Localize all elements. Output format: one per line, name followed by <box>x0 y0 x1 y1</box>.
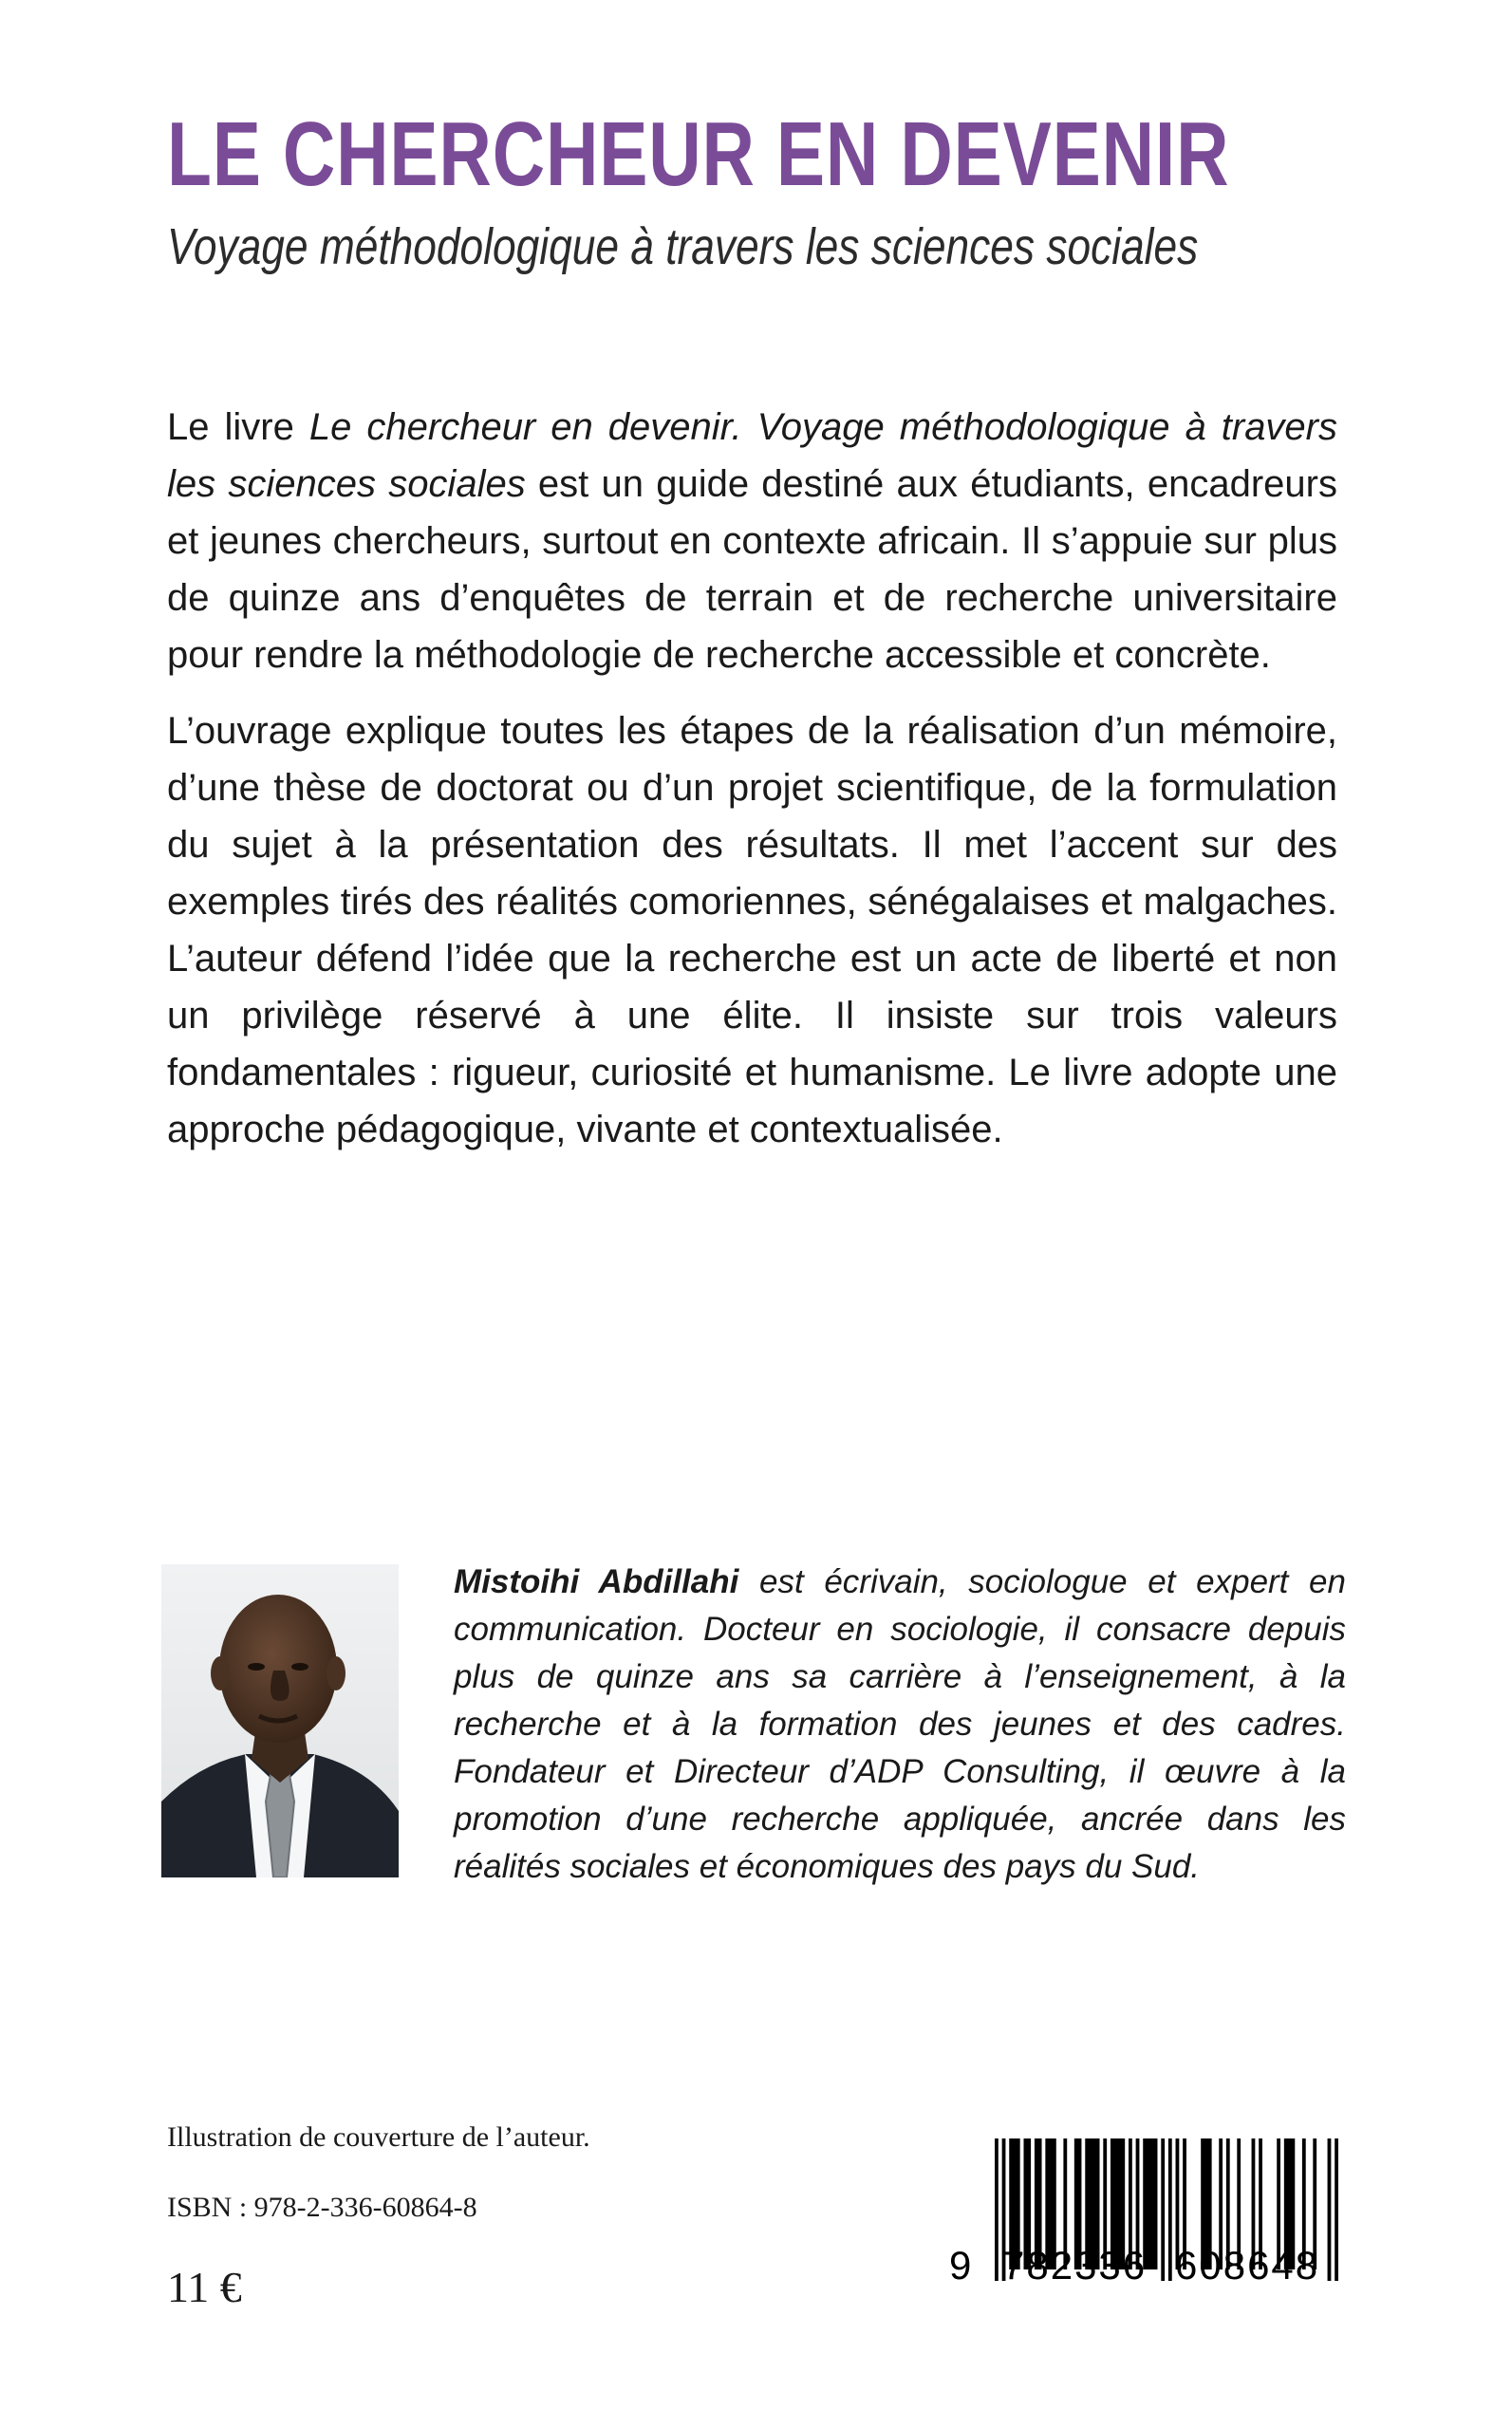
author-name: Mistoihi Abdillahi <box>454 1563 739 1600</box>
author-bio <box>454 1559 1346 1891</box>
book-summary <box>167 399 1337 1177</box>
author-bio-text: est écrivain, sociologue et expert en communication. Docteur en sociologie, il consacre depuis plus de quinze ans sa carrière à l’enseignement, à la recherche et à la formation des jeunes et des cadres. Fondateur et Directeur d’ADP Consulting, il œuvre à la promotion d’une recherche appliquée, ancrée dans les réalités sociales et économiques des pays du Sud. <box>454 1563 1346 1885</box>
summary-paragraph-1 <box>167 399 1337 683</box>
summary-lead: Le livre <box>167 406 309 448</box>
summary-paragraph-2: L’ouvrage explique toutes les étapes de la réalisation d’un mémoire, d’une thèse de doctorat ou d’un projet scientifique, de la formulation du sujet à la présentation des résultats. Il met l’accent sur des exemples tirés des réalités comoriennes, sénégalaises et malgaches. L’auteur défend l’idée que la recherche est un acte de liberté et non un privilège réservé à une élite. Il insiste sur trois valeurs fondamentales : rigueur, curiosité et humanisme. Le livre adopte une approche pédagogique, vivante et contextualisée. <box>167 710 1337 1150</box>
isbn-number: ISBN : 978-2-336-60864-8 <box>167 2192 477 2223</box>
barcode-lead-digit: 9 <box>949 2243 974 2288</box>
book-subtitle: Voyage méthodologique à travers les sciences sociales <box>167 218 1199 275</box>
summary-rest: est un guide destiné aux étudiants, encadreurs et jeunes chercheurs, surtout en contexte africain. Il s’appuie sur plus de quinze ans d’enquêtes de terrain et de recherche universitaire pour rendre la méthodologie de recherche accessible et concrète. <box>167 463 1337 676</box>
barcode-digits <box>949 2242 1348 2289</box>
book-title: LE CHERCHEUR EN DEVENIR <box>167 103 1230 205</box>
barcode-group-1: 782336 <box>1002 2243 1148 2288</box>
barcode-group-2: 608648 <box>1175 2243 1320 2288</box>
author-photo <box>161 1564 399 1877</box>
summary-book-title: Le chercheur en devenir. Voyage méthodologique à travers les sciences sociales <box>167 406 1338 505</box>
cover-credit: Illustration de couverture de l’auteur. <box>167 2121 590 2153</box>
author-portrait-image <box>161 1564 399 1877</box>
book-price: 11 € <box>167 2263 242 2311</box>
